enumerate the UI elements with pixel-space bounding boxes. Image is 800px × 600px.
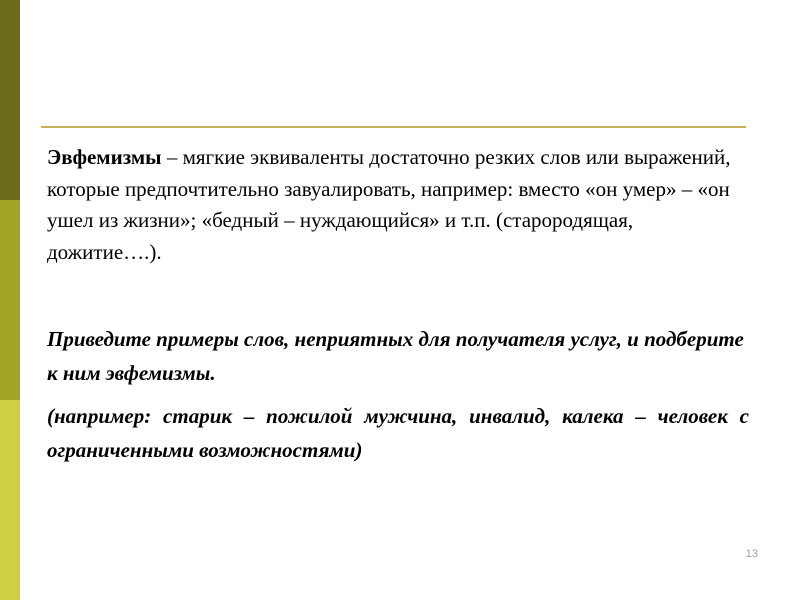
definition-term: Эвфемизмы	[47, 145, 162, 169]
side-bar-segment-light	[0, 400, 20, 600]
decorative-side-bar	[0, 0, 20, 600]
task-paragraph: Приведите примеры слов, неприятных для получателя услуг, и подберите к ним эвфемизмы.	[47, 327, 744, 385]
side-bar-segment-dark	[0, 0, 20, 200]
definition-paragraph	[47, 142, 753, 268]
definition-text: – мягкие эквиваленты достаточно резких слов или выражений, которые предпочтительно завуалировать, например: вместо «он умер» – «он ушел из жизни»; «бедный – нуждающийся» и т.п. (старородящая, дожитие….).	[47, 145, 731, 264]
horizontal-divider	[41, 126, 746, 128]
page-number: 13	[745, 548, 758, 560]
side-bar-segment-mid	[0, 200, 20, 400]
example-paragraph: (например: старик – пожилой мужчина, инвалид, калека – человек с ограниченными возможностями)	[47, 404, 749, 462]
